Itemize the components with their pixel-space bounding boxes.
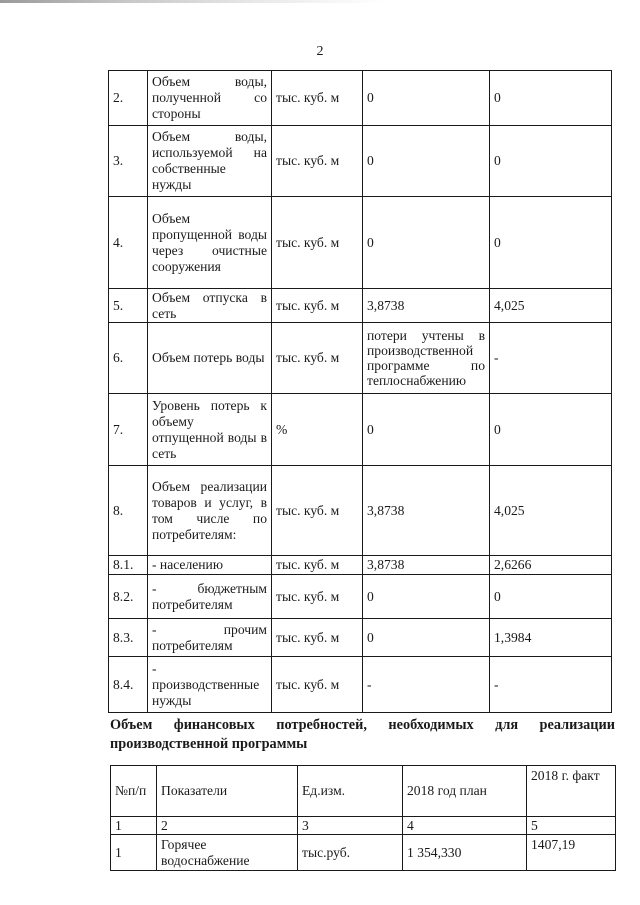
table-row [109,394,612,466]
table-row [109,575,612,619]
plan-value: 3,8738 [363,466,490,556]
unit-cell: тыс. куб. м [272,619,363,657]
row-number: 6. [109,323,148,394]
column-index: 2 [157,817,298,835]
header-fact [527,766,616,817]
section-heading [110,716,615,754]
unit-cell: тыс. куб. м [272,323,363,394]
unit-cell: тыс. куб. м [272,466,363,556]
fact-value: - [490,323,612,394]
indicator-name: Горячее водоснабжение [157,835,298,871]
section-heading-line1: Объем финансовых потребностей, необходимых для реализации [110,717,615,733]
unit-cell: тыс. куб. м [272,575,363,619]
plan-value: 0 [363,197,490,289]
unit-cell: тыс. куб. м [272,71,363,126]
row-number: 8. [109,466,148,556]
page-number: 2 [316,44,324,59]
section-heading-line2: производственной программы [110,736,308,752]
row-number: 8.1. [109,556,148,575]
plan-value: 0 [363,394,490,466]
table-row [111,835,616,871]
row-number: 8.2. [109,575,148,619]
header-unit: Ед.изм. [298,766,403,817]
fact-value: 0 [490,126,612,197]
column-index-row [111,817,616,835]
fact-value: 0 [490,71,612,126]
fact-value: 4,025 [490,466,612,556]
indicator-name: Объем реализации товаров и услуг, в том числе по потребителям: [148,466,272,556]
column-index: 1 [111,817,157,835]
indicator-name: Объем потерь воды [148,323,272,394]
table-row [109,197,612,289]
fact-value: 4,025 [490,289,612,323]
indicator-name: Уровень потерь к объему отпущенной воды в сеть [148,394,272,466]
row-number: 8.3. [109,619,148,657]
table-header-row [111,766,616,817]
indicator-name: - производственные нужды [148,657,272,713]
header-plan: 2018 год план [403,766,527,817]
column-index: 3 [298,817,403,835]
plan-value: 0 [363,71,490,126]
indicator-name: - бюджетным потребителям [148,575,272,619]
table-row [109,289,612,323]
table-row [109,126,612,197]
plan-value: 1 354,330 [403,835,527,871]
indicator-name: Объем отпуска в сеть [148,289,272,323]
unit-cell: тыс.руб. [298,835,403,871]
table-row [109,71,612,126]
row-number: 7. [109,394,148,466]
production-indicators-table [108,70,612,713]
table-row [109,323,612,394]
plan-value: 3,8738 [363,289,490,323]
financial-needs-table [110,765,616,871]
indicator-name: Объем воды, полученной со стороны [148,71,272,126]
row-number: 5. [109,289,148,323]
row-number: 8.4. [109,657,148,713]
header-indicator: Показатели [157,766,298,817]
table-row [109,657,612,713]
plan-value: 0 [363,619,490,657]
scan-edge [0,0,640,3]
column-index: 5 [527,817,616,835]
fact-value: 2,6266 [490,556,612,575]
fact-value: 1,3984 [490,619,612,657]
indicator-name: Объем воды, используемой на собственные нужды [148,126,272,197]
row-number: 4. [109,197,148,289]
plan-value: 0 [363,575,490,619]
fact-value: 0 [490,394,612,466]
table-row [109,466,612,556]
header-fact-text: 2018 г. факт [531,768,600,783]
column-index: 4 [403,817,527,835]
header-num: №п/п [111,766,157,817]
row-number: 2. [109,71,148,126]
plan-value: - [363,657,490,713]
plan-value: потери учтены в производственной программе по теплоснабжению [363,323,490,394]
indicator-name: Объем пропущенной воды через очистные сооружения [148,197,272,289]
plan-value: 3,8738 [363,556,490,575]
fact-value: 0 [490,575,612,619]
row-number: 3. [109,126,148,197]
table-row [109,556,612,575]
plan-value: 0 [363,126,490,197]
unit-cell: тыс. куб. м [272,126,363,197]
unit-cell: тыс. куб. м [272,289,363,323]
unit-cell: тыс. куб. м [272,556,363,575]
fact-value: 1407,19 [527,835,616,871]
fact-value: 0 [490,197,612,289]
unit-cell: % [272,394,363,466]
indicator-name: - населению [148,556,272,575]
row-number: 1 [111,835,157,871]
table-row [109,619,612,657]
indicator-name: - прочим потребителям [148,619,272,657]
unit-cell: тыс. куб. м [272,197,363,289]
unit-cell: тыс. куб. м [272,657,363,713]
fact-value: - [490,657,612,713]
